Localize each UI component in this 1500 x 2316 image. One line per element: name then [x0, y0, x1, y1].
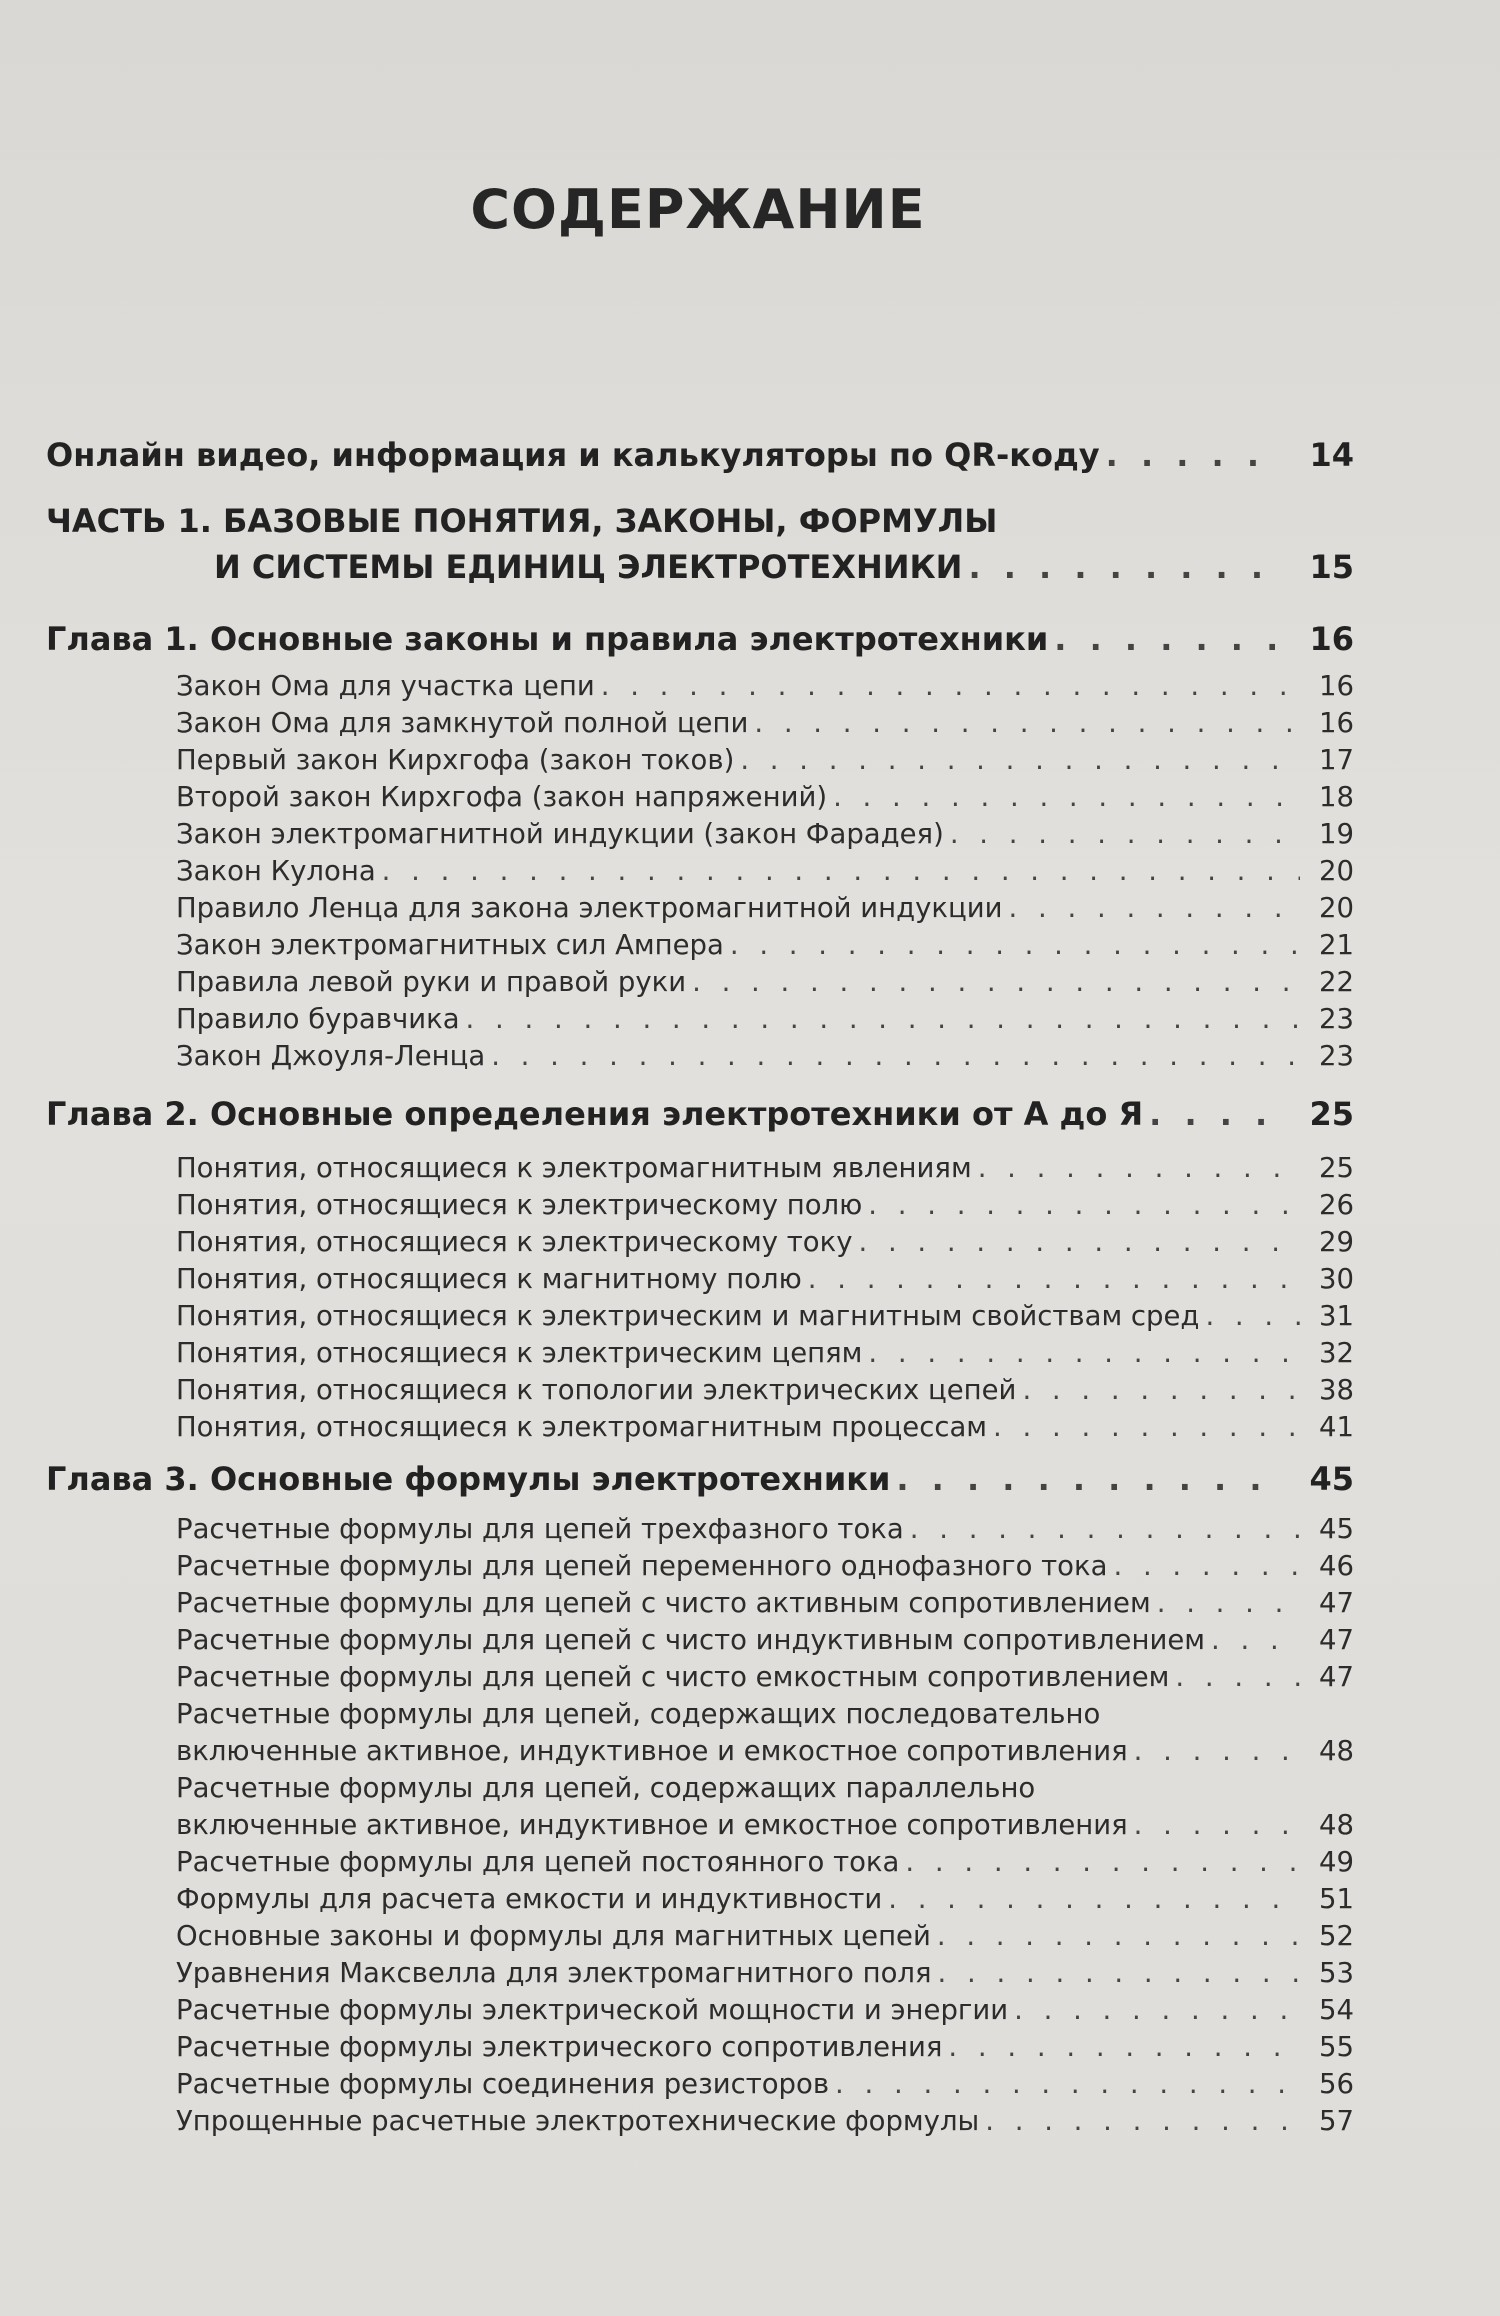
toc-page-number: 47: [1319, 1661, 1354, 1693]
toc-page-number: 51: [1319, 1883, 1354, 1915]
toc-entry-label: Понятия, относящиеся к топологии электрических цепей: [176, 1374, 1017, 1406]
toc-page-number: 15: [1309, 548, 1354, 586]
toc-entry-label: Понятия, относящиеся к электрическому полю: [176, 1189, 863, 1221]
dot-leader: [948, 2031, 1300, 2063]
toc-entry-label: Глава 1. Основные законы и правила электротехники: [46, 620, 1049, 658]
toc-entry-label: Уравнения Максвелла для электромагнитного поля: [176, 1957, 932, 1989]
dot-leader: [730, 929, 1300, 961]
toc-item[interactable]: [176, 1735, 1354, 1767]
dot-leader: [985, 2105, 1300, 2137]
toc-entry-label: Расчетные формулы для цепей с чисто активным сопротивлением: [176, 1587, 1151, 1619]
part-1-title-line1: ЧАСТЬ 1. БАЗОВЫЕ ПОНЯТИЯ, ЗАКОНЫ, ФОРМУЛЫ: [46, 502, 998, 540]
toc-entry-label: Расчетные формулы для цепей постоянного тока: [176, 1846, 900, 1878]
toc-entry-label: Расчетные формулы для цепей трехфазного тока: [176, 1513, 904, 1545]
toc-item[interactable]: [176, 892, 1354, 924]
toc-item[interactable]: [176, 1226, 1354, 1258]
toc-page-number: 20: [1319, 892, 1354, 924]
toc-item[interactable]: [176, 1040, 1354, 1072]
toc-entry-label: Правила левой руки и правой руки: [176, 966, 687, 998]
toc-page-number: 23: [1319, 1040, 1354, 1072]
toc-page-number: 32: [1319, 1337, 1354, 1369]
toc-page-number: 47: [1319, 1624, 1354, 1656]
dot-leader: [868, 1337, 1300, 1369]
toc-entry-label: включенные активное, индуктивное и емкостное сопротивления: [176, 1809, 1128, 1841]
toc-page-number: 16: [1319, 707, 1354, 739]
dot-leader: [1134, 1735, 1300, 1767]
toc-entry-label: Понятия, относящиеся к электрическим и магнитным свойствам сред: [176, 1300, 1200, 1332]
dot-leader: [1149, 1095, 1284, 1133]
toc-entry-label: Правило Ленца для закона электромагнитной индукции: [176, 892, 1003, 924]
dot-leader: [601, 670, 1300, 702]
toc-chapter-2[interactable]: [46, 1095, 1354, 1133]
toc-entry-label: Закон Кулона: [176, 855, 376, 887]
toc-item[interactable]: [176, 1994, 1354, 2026]
toc-item[interactable]: [176, 1587, 1354, 1619]
toc-item[interactable]: [176, 1300, 1354, 1332]
toc-page-number: 41: [1319, 1411, 1354, 1443]
dot-leader: [896, 1460, 1284, 1498]
toc-item[interactable]: [176, 1337, 1354, 1369]
toc-item[interactable]: [176, 744, 1354, 776]
dot-leader: [1054, 620, 1284, 658]
toc-entry-label: Закон Ома для замкнутой полной цепи: [176, 707, 749, 739]
dot-leader: [1205, 1300, 1300, 1332]
toc-item[interactable]: [176, 1661, 1354, 1693]
toc-entry-label: Закон электромагнитных сил Ампера: [176, 929, 724, 961]
toc-item[interactable]: [176, 818, 1354, 850]
toc-page-number: 25: [1319, 1152, 1354, 1184]
toc-item[interactable]: [176, 1957, 1354, 1989]
toc-entry-label: Понятия, относящиеся к электрическим цепям: [176, 1337, 863, 1369]
toc-page-number: 19: [1319, 818, 1354, 850]
toc-chapter-3[interactable]: [46, 1460, 1354, 1498]
dot-leader: [1009, 892, 1300, 924]
dot-leader: [1175, 1661, 1300, 1693]
toc-page-number: 52: [1319, 1920, 1354, 1952]
toc-page-number: 56: [1319, 2068, 1354, 2100]
toc-item[interactable]: [176, 781, 1354, 813]
toc-item[interactable]: [176, 1003, 1354, 1035]
toc-item[interactable]: [176, 1374, 1354, 1406]
toc-item[interactable]: [176, 855, 1354, 887]
toc-entry-label: Расчетные формулы для цепей с чисто емкостным сопротивлением: [176, 1661, 1170, 1693]
toc-item[interactable]: [176, 966, 1354, 998]
toc-entry-label: Расчетные формулы для цепей с чисто индуктивным сопротивлением: [176, 1624, 1205, 1656]
dot-leader: [888, 1883, 1300, 1915]
toc-page-number: 45: [1319, 1513, 1354, 1545]
toc-item[interactable]: [176, 707, 1354, 739]
toc-entry-label: Закон Ома для участка цепи: [176, 670, 595, 702]
toc-page-number: 49: [1319, 1846, 1354, 1878]
dot-leader: [466, 1003, 1300, 1035]
toc-part-1[interactable]: [214, 548, 1354, 586]
toc-entry-label: Понятия, относящиеся к электромагнитным процессам: [176, 1411, 988, 1443]
toc-item[interactable]: [176, 1846, 1354, 1878]
toc-page-number: 21: [1319, 929, 1354, 961]
toc-entry-label: Второй закон Кирхгофа (закон напряжений): [176, 781, 828, 813]
dot-leader: [491, 1040, 1300, 1072]
toc-page-number: 31: [1319, 1300, 1354, 1332]
dot-leader: [938, 1957, 1300, 1989]
dot-leader: [937, 1920, 1300, 1952]
toc-page-number: 26: [1319, 1189, 1354, 1221]
toc-entry-label: Первый закон Кирхгофа (закон токов): [176, 744, 735, 776]
toc-page-number: 46: [1319, 1550, 1354, 1582]
toc-entry-label: Понятия, относящиеся к магнитному полю: [176, 1263, 802, 1295]
toc-chapter-1[interactable]: [46, 620, 1354, 658]
dot-leader: [808, 1263, 1300, 1295]
toc-entry-label: включенные активное, индуктивное и емкостное сопротивления: [176, 1735, 1128, 1767]
toc-entry-label: Понятия, относящиеся к электрическому току: [176, 1226, 853, 1258]
toc-item[interactable]: [176, 1411, 1354, 1443]
toc-item[interactable]: [176, 1189, 1354, 1221]
toc-item[interactable]: [176, 2068, 1354, 2100]
toc-item[interactable]: [176, 2031, 1354, 2063]
toc-entry-label: Основные законы и формулы для магнитных цепей: [176, 1920, 931, 1952]
toc-page-number: 29: [1319, 1226, 1354, 1258]
dot-leader: [382, 855, 1300, 887]
page-title: СОДЕРЖАНИЕ: [470, 178, 926, 241]
toc-page-number: 22: [1319, 966, 1354, 998]
toc-item[interactable]: [176, 1152, 1354, 1184]
toc-entry-label: Онлайн видео, информация и калькуляторы по QR-коду: [46, 436, 1100, 474]
toc-page-number: 16: [1319, 670, 1354, 702]
toc-entry-label: Глава 2. Основные определения электротехники от А до Я: [46, 1095, 1144, 1133]
dot-leader: [692, 966, 1300, 998]
toc-page-number: 14: [1309, 436, 1354, 474]
toc-page-number: 57: [1319, 2105, 1354, 2137]
toc-item[interactable]: [176, 1513, 1354, 1545]
toc-item[interactable]: [176, 670, 1354, 702]
toc-entry-label: Расчетные формулы электрического сопротивления: [176, 2031, 943, 2063]
toc-entry-label: Расчетные формулы электрической мощности и энергии: [176, 1994, 1009, 2026]
toc-page-number: 53: [1319, 1957, 1354, 1989]
toc-page-number: 47: [1319, 1587, 1354, 1619]
dot-leader: [1134, 1809, 1300, 1841]
toc-item[interactable]: [176, 1920, 1354, 1952]
toc-item[interactable]: [176, 1809, 1354, 1841]
dot-leader: [1022, 1374, 1300, 1406]
dot-leader: [910, 1513, 1300, 1545]
toc-item-line1: Расчетные формулы для цепей, содержащих параллельно: [176, 1772, 1036, 1804]
toc-page-number: 38: [1319, 1374, 1354, 1406]
dot-leader: [835, 2068, 1300, 2100]
toc-entry-label: Закон электромагнитной индукции (закон Фарадея): [176, 818, 944, 850]
toc-page-number: 54: [1319, 1994, 1354, 2026]
toc-item[interactable]: [176, 2105, 1354, 2137]
toc-entry-label: Глава 3. Основные формулы электротехники: [46, 1460, 891, 1498]
dot-leader: [1113, 1550, 1300, 1582]
toc-intro[interactable]: [46, 436, 1354, 474]
toc-entry-label: Формулы для расчета емкости и индуктивности: [176, 1883, 883, 1915]
toc-page-number: 25: [1309, 1095, 1354, 1133]
toc-item-line1: Расчетные формулы для цепей, содержащих последовательно: [176, 1698, 1101, 1730]
toc-page-number: 20: [1319, 855, 1354, 887]
toc-item[interactable]: [176, 1263, 1354, 1295]
dot-leader: [1157, 1587, 1300, 1619]
toc-page-number: 45: [1309, 1460, 1354, 1498]
toc-page-number: 48: [1319, 1809, 1354, 1841]
dot-leader: [950, 818, 1300, 850]
toc-entry-label: Правило буравчика: [176, 1003, 460, 1035]
dot-leader: [833, 781, 1300, 813]
dot-leader: [1106, 436, 1284, 474]
toc-entry-label: Закон Джоуля-Ленца: [176, 1040, 486, 1072]
toc-entry-label: Понятия, относящиеся к электромагнитным явлениям: [176, 1152, 972, 1184]
toc-entry-label: И СИСТЕМЫ ЕДИНИЦ ЭЛЕКТРОТЕХНИКИ: [214, 548, 963, 586]
dot-leader: [905, 1846, 1300, 1878]
dot-leader: [1014, 1994, 1300, 2026]
toc-item[interactable]: [176, 1550, 1354, 1582]
toc-entry-label: Расчетные формулы для цепей переменного однофазного тока: [176, 1550, 1108, 1582]
toc-page-number: 17: [1319, 744, 1354, 776]
toc-entry-label: Расчетные формулы соединения резисторов: [176, 2068, 830, 2100]
toc-page-number: 48: [1319, 1735, 1354, 1767]
dot-leader: [968, 548, 1284, 586]
dot-leader: [868, 1189, 1300, 1221]
dot-leader: [993, 1411, 1300, 1443]
toc-item[interactable]: [176, 929, 1354, 961]
toc-page-number: 55: [1319, 2031, 1354, 2063]
toc-entry-label: Упрощенные расчетные электротехнические формулы: [176, 2105, 980, 2137]
toc-item[interactable]: [176, 1883, 1354, 1915]
dot-leader: [978, 1152, 1300, 1184]
toc-page-number: 16: [1309, 620, 1354, 658]
dot-leader: [740, 744, 1300, 776]
toc-page-number: 30: [1319, 1263, 1354, 1295]
dot-leader: [858, 1226, 1300, 1258]
dot-leader: [754, 707, 1300, 739]
toc-page-number: 23: [1319, 1003, 1354, 1035]
dot-leader: [1211, 1624, 1300, 1656]
toc-page-number: 18: [1319, 781, 1354, 813]
toc-item[interactable]: [176, 1624, 1354, 1656]
